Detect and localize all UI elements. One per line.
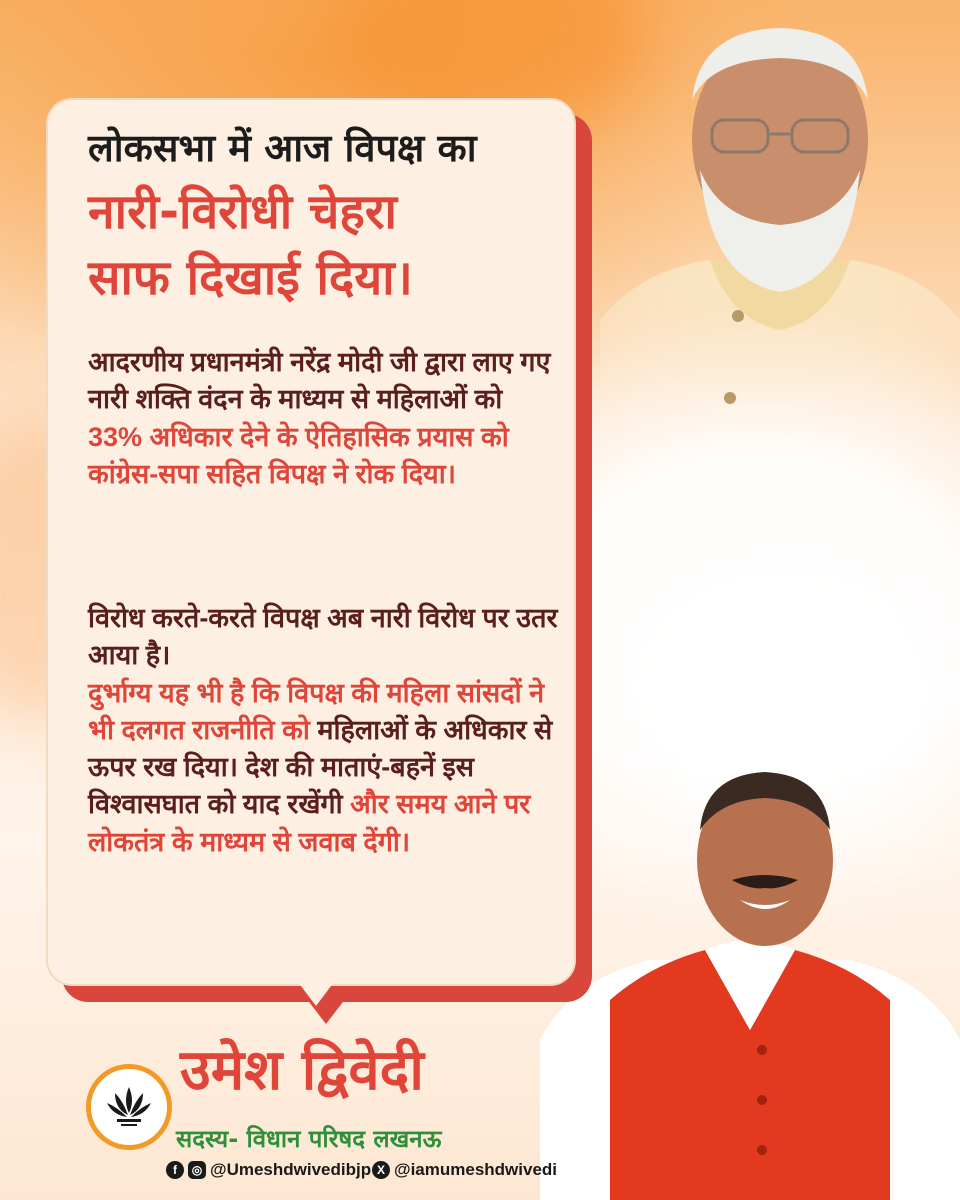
headline-line-1: लोकसभा में आज विपक्ष का (88, 126, 477, 170)
social-handle-x[interactable] (372, 1160, 557, 1180)
paragraph-1-highlight: 33% अधिकार देने के ऐतिहासिक प्रयास को कांग्रेस-सपा सहित विपक्ष ने रोक दिया। (88, 421, 509, 489)
headline-line-3: साफ दिखाई दिया। (88, 250, 413, 306)
leader-portrait-top (600, 20, 960, 460)
paragraph-1 (88, 344, 558, 493)
paragraph-2-highlight-1: दुर्भाग्य यह भी है कि विपक्ष की महिला सांसदों ने भी दलगत राजनीति को (88, 677, 545, 745)
x-handle: @iamumeshdwivedi (394, 1160, 558, 1179)
bjp-lotus-logo (86, 1064, 172, 1150)
headline-line-2: नारी-विरोधी चेहरा (88, 184, 397, 240)
member-designation: सदस्य- विधान परिषद लखनऊ (176, 1125, 442, 1153)
lotus-icon (101, 1079, 157, 1135)
member-name: उमेश द्विवेदी (180, 1038, 424, 1103)
paragraph-2-highlight-2: और समय आने पर लोकतंत्र के माध्यम से जवाब देंगी। (88, 789, 531, 857)
paragraph-2 (88, 600, 558, 861)
paragraph-1-text: आदरणीय प्रधानमंत्री नरेंद्र मोदी जी द्वारा लाए गए नारी शक्ति वंदन के माध्यम से महिलाओं को (88, 347, 551, 415)
facebook-instagram-handle: @Umeshdwivedibjp (210, 1160, 372, 1179)
facebook-icon: f (166, 1161, 184, 1179)
paragraph-2-text-1: विरोध करते-करते विपक्ष अब नारी विरोध पर उतर आया है। (88, 603, 558, 671)
paragraph-2-text-2: महिलाओं के अधिकार से ऊपर रख दिया। देश की माताएं-बहनें इस विश्वासघात को याद रखेंगी (88, 714, 553, 820)
x-icon: X (372, 1161, 390, 1179)
social-handle-facebook-instagram[interactable] (166, 1160, 371, 1180)
bubble-tail (298, 982, 334, 1006)
instagram-icon: ◎ (188, 1161, 206, 1179)
member-portrait (540, 740, 960, 1200)
